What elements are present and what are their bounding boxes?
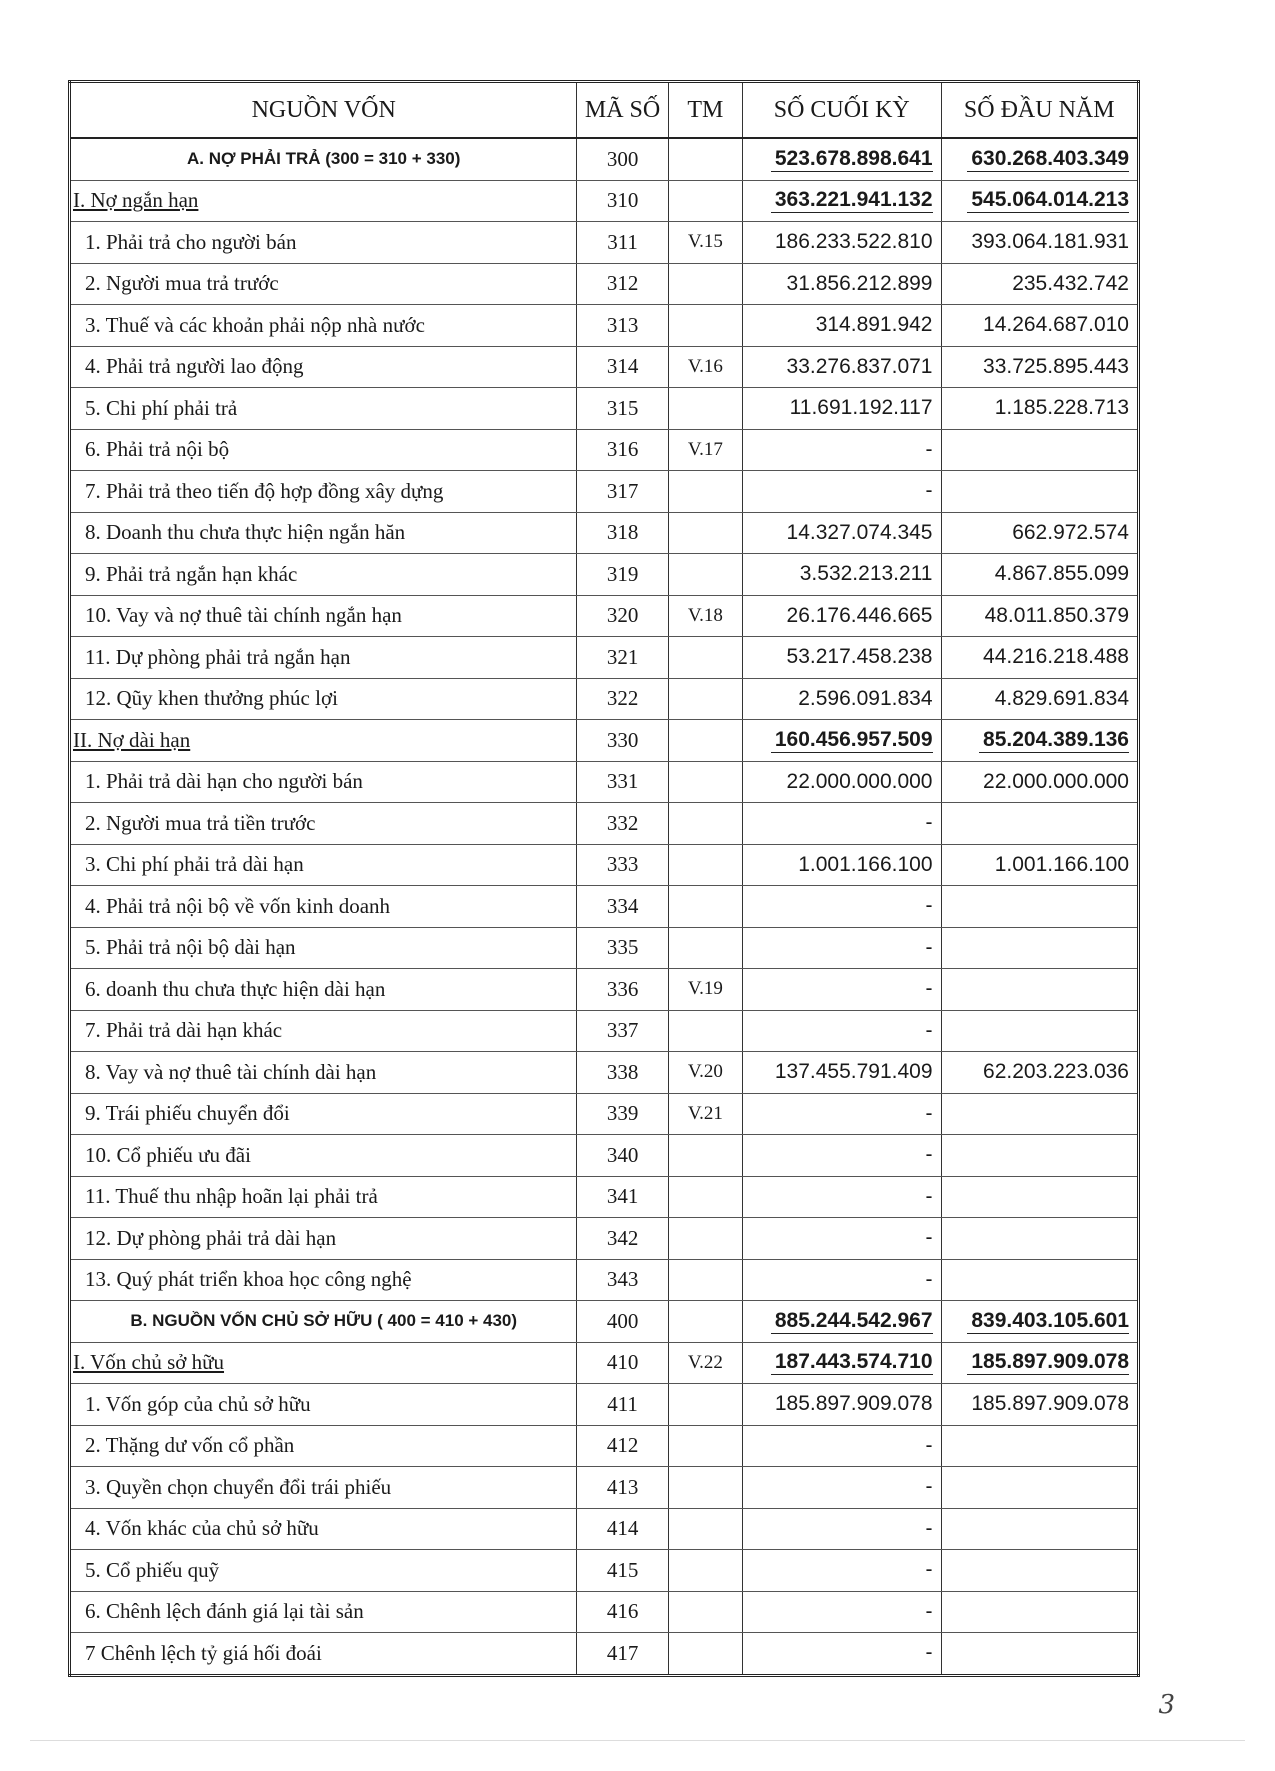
row-name: 5. Chi phí phải trả [70,388,577,430]
row-start-value: 48.011.850.379 [941,595,1139,637]
table-row [70,222,1139,264]
row-note [668,720,742,762]
row-end-value-value: 187.443.574.710 [771,1350,933,1375]
row-start-value [941,720,1139,762]
table-row [70,637,1139,679]
row-name: 1. Phải trả cho người bán [70,222,577,264]
row-start-value: 62.203.223.036 [941,1052,1139,1094]
table-row [70,1093,1139,1135]
row-code: 400 [577,1301,668,1343]
row-code: 341 [577,1176,668,1218]
row-start-value [941,138,1139,180]
table-row [70,969,1139,1011]
row-start-value: 1.185.228.713 [941,388,1139,430]
row-start-value: 1.001.166.100 [941,844,1139,886]
row-start-value [941,1218,1139,1260]
row-end-value [743,180,942,222]
table-row [70,1508,1139,1550]
row-end-value: - [743,1508,942,1550]
table-row [70,1176,1139,1218]
row-code: 417 [577,1633,668,1676]
table-row [70,1384,1139,1426]
row-name: 13. Quý phát triển khoa học công nghệ [70,1259,577,1301]
row-start-value [941,429,1139,471]
row-start-value: 4.829.691.834 [941,678,1139,720]
row-name: 4. Phải trả nội bộ về vốn kinh doanh [70,886,577,928]
table-row [70,346,1139,388]
row-end-value: - [743,1135,942,1177]
row-start-value [941,927,1139,969]
page-bottom-rule [30,1740,1245,1741]
row-note [668,927,742,969]
row-note [668,138,742,180]
row-start-value-value: 85.204.389.136 [979,728,1129,753]
row-note [668,678,742,720]
row-end-value: 53.217.458.238 [743,637,942,679]
row-start-value: 393.064.181.931 [941,222,1139,264]
row-start-value [941,1467,1139,1509]
row-end-value [743,1342,942,1384]
subsection-row [70,180,1139,222]
row-name: 5. Phải trả nội bộ dài hạn [70,927,577,969]
row-name: 1. Vốn góp của chủ sở hữu [70,1384,577,1426]
row-start-value [941,1633,1139,1676]
table-row [70,1591,1139,1633]
row-end-value: 22.000.000.000 [743,761,942,803]
row-note [668,1633,742,1676]
row-end-value: - [743,471,942,513]
row-start-value [941,1135,1139,1177]
header-code: MÃ SỐ [577,82,668,139]
row-code: 331 [577,761,668,803]
row-note [668,471,742,513]
row-start-value [941,1176,1139,1218]
table-row [70,678,1139,720]
table-row [70,512,1139,554]
row-name: 9. Phải trả ngắn hạn khác [70,554,577,596]
table-row [70,1135,1139,1177]
row-code: 311 [577,222,668,264]
row-note [668,1591,742,1633]
row-start-value [941,1342,1139,1384]
header-note: TM [668,82,742,139]
row-note [668,803,742,845]
row-name: A. NỢ PHẢI TRẢ (300 = 310 + 330) [70,138,577,180]
row-start-value: 4.867.855.099 [941,554,1139,596]
row-end-value: - [743,1591,942,1633]
row-note [668,1301,742,1343]
row-end-value [743,720,942,762]
row-code: 321 [577,637,668,679]
table-row [70,1467,1139,1509]
row-code: 312 [577,263,668,305]
row-note [668,305,742,347]
row-note: V.22 [668,1342,742,1384]
row-note: V.15 [668,222,742,264]
row-code: 412 [577,1425,668,1467]
row-note: V.17 [668,429,742,471]
row-start-value: 662.972.574 [941,512,1139,554]
row-note [668,388,742,430]
row-end-value: - [743,1467,942,1509]
row-end-value: - [743,1010,942,1052]
row-name: 3. Quyền chọn chuyển đổi trái phiếu [70,1467,577,1509]
row-start-value [941,1301,1139,1343]
row-code: 332 [577,803,668,845]
row-name: B. NGUỒN VỐN CHỦ SỞ HỮU ( 400 = 410 + 430) [70,1301,577,1343]
row-code: 330 [577,720,668,762]
row-end-value [743,138,942,180]
row-code: 333 [577,844,668,886]
row-code: 315 [577,388,668,430]
row-name: 6. Chênh lệch đánh giá lại tài sản [70,1591,577,1633]
row-start-value [941,1550,1139,1592]
table-row [70,554,1139,596]
row-start-value: 235.432.742 [941,263,1139,305]
table-row [70,263,1139,305]
table-row [70,1425,1139,1467]
row-code: 415 [577,1550,668,1592]
row-name: 11. Dự phòng phải trả ngắn hạn [70,637,577,679]
row-end-value: - [743,1425,942,1467]
row-note: V.19 [668,969,742,1011]
row-name: 11. Thuế thu nhập hoãn lại phải trả [70,1176,577,1218]
row-code: 310 [577,180,668,222]
subsection-row [70,1342,1139,1384]
table-row [70,803,1139,845]
row-name: 5. Cổ phiếu quỹ [70,1550,577,1592]
row-end-value: - [743,1218,942,1260]
row-end-value: 2.596.091.834 [743,678,942,720]
row-note [668,637,742,679]
table-row [70,1633,1139,1676]
row-start-value [941,969,1139,1011]
row-note [668,1425,742,1467]
row-code: 314 [577,346,668,388]
row-start-value-value: 839.403.105.601 [967,1309,1129,1334]
row-name: II. Nợ dài hạn [70,720,577,762]
row-name: I. Nợ ngắn hạn [70,180,577,222]
row-end-value-value: 885.244.542.967 [771,1309,933,1334]
row-code: 334 [577,886,668,928]
row-name: 8. Vay và nợ thuê tài chính dài hạn [70,1052,577,1094]
section-row [70,138,1139,180]
table-row [70,429,1139,471]
row-note [668,512,742,554]
row-name: 7. Phải trả theo tiến độ hợp đồng xây dựng [70,471,577,513]
table-row [70,305,1139,347]
row-name: 2. Thặng dư vốn cổ phần [70,1425,577,1467]
table-row [70,1218,1139,1260]
row-end-value: - [743,1176,942,1218]
row-code: 336 [577,969,668,1011]
row-name: 1. Phải trả dài hạn cho người bán [70,761,577,803]
row-note: V.18 [668,595,742,637]
header-end-of-period: SỐ CUỐI KỲ [743,82,942,139]
page-number: 3 [1158,1690,1175,1720]
row-code: 343 [577,1259,668,1301]
row-note [668,1135,742,1177]
row-end-value: - [743,1550,942,1592]
row-note [668,263,742,305]
row-note [668,1467,742,1509]
row-note [668,886,742,928]
row-end-value: - [743,803,942,845]
row-end-value: 26.176.446.665 [743,595,942,637]
row-end-value: 137.455.791.409 [743,1052,942,1094]
row-note [668,1010,742,1052]
row-note [668,1384,742,1426]
table-row [70,471,1139,513]
table-row [70,1259,1139,1301]
row-code: 337 [577,1010,668,1052]
row-end-value-value: 523.678.898.641 [771,147,933,172]
table-row [70,844,1139,886]
row-start-value: 44.216.218.488 [941,637,1139,679]
row-start-value [941,1508,1139,1550]
row-end-value: - [743,886,942,928]
row-start-value [941,1093,1139,1135]
row-code: 413 [577,1467,668,1509]
row-code: 342 [577,1218,668,1260]
row-code: 335 [577,927,668,969]
row-note [668,844,742,886]
row-end-value: 314.891.942 [743,305,942,347]
row-start-value [941,1259,1139,1301]
row-start-value: 33.725.895.443 [941,346,1139,388]
row-end-value: 3.532.213.211 [743,554,942,596]
header-start-of-year: SỐ ĐẦU NĂM [941,82,1139,139]
row-end-value: - [743,927,942,969]
row-name: 12. Dự phòng phải trả dài hạn [70,1218,577,1260]
row-name: 2. Người mua trả trước [70,263,577,305]
row-name: 6. doanh thu chưa thực hiện dài hạn [70,969,577,1011]
row-start-value [941,886,1139,928]
row-note [668,1176,742,1218]
row-code: 317 [577,471,668,513]
row-name: 8. Doanh thu chưa thực hiện ngắn hăn [70,512,577,554]
row-start-value [941,1010,1139,1052]
row-start-value [941,1591,1139,1633]
row-end-value: - [743,1093,942,1135]
row-note [668,1550,742,1592]
row-end-value: 186.233.522.810 [743,222,942,264]
table-header-row [70,82,1139,139]
row-name: 4. Phải trả người lao động [70,346,577,388]
row-code: 322 [577,678,668,720]
row-note: V.20 [668,1052,742,1094]
row-code: 339 [577,1093,668,1135]
row-start-value-value: 185.897.909.078 [967,1350,1129,1375]
row-end-value-value: 160.456.957.509 [771,728,933,753]
row-code: 410 [577,1342,668,1384]
row-start-value-value: 630.268.403.349 [967,147,1129,172]
row-name: 9. Trái phiếu chuyển đổi [70,1093,577,1135]
row-code: 320 [577,595,668,637]
row-end-value: 1.001.166.100 [743,844,942,886]
row-note [668,180,742,222]
table-row [70,595,1139,637]
row-end-value: 14.327.074.345 [743,512,942,554]
table-row [70,388,1139,430]
row-code: 340 [577,1135,668,1177]
row-end-value: 33.276.837.071 [743,346,942,388]
section-row [70,1301,1139,1343]
row-end-value: - [743,1259,942,1301]
row-name: 6. Phải trả nội bộ [70,429,577,471]
row-end-value: 31.856.212.899 [743,263,942,305]
row-note [668,1508,742,1550]
row-end-value-value: 363.221.941.132 [771,188,933,213]
row-name: I. Vốn chủ sở hữu [70,1342,577,1384]
row-name: 3. Chi phí phải trả dài hạn [70,844,577,886]
row-code: 313 [577,305,668,347]
row-end-value: 11.691.192.117 [743,388,942,430]
row-start-value-value: 545.064.014.213 [967,188,1129,213]
row-name: 12. Qũy khen thưởng phúc lợi [70,678,577,720]
row-start-value: 14.264.687.010 [941,305,1139,347]
row-start-value [941,803,1139,845]
row-name: 7 Chênh lệch tỷ giá hối đoái [70,1633,577,1676]
table-row [70,1052,1139,1094]
table-row [70,927,1139,969]
table-body [70,138,1139,1675]
row-note [668,1259,742,1301]
row-start-value [941,180,1139,222]
row-end-value: 185.897.909.078 [743,1384,942,1426]
row-code: 300 [577,138,668,180]
row-code: 318 [577,512,668,554]
row-start-value: 185.897.909.078 [941,1384,1139,1426]
row-note: V.16 [668,346,742,388]
table-row [70,1550,1139,1592]
row-code: 416 [577,1591,668,1633]
row-name: 3. Thuế và các khoản phải nộp nhà nước [70,305,577,347]
row-name: 10. Cổ phiếu ưu đãi [70,1135,577,1177]
row-code: 319 [577,554,668,596]
subsection-row [70,720,1139,762]
row-end-value [743,1301,942,1343]
row-code: 411 [577,1384,668,1426]
row-end-value: - [743,429,942,471]
row-name: 4. Vốn khác của chủ sở hữu [70,1508,577,1550]
row-start-value [941,1425,1139,1467]
row-name: 7. Phải trả dài hạn khác [70,1010,577,1052]
row-name: 10. Vay và nợ thuê tài chính ngắn hạn [70,595,577,637]
table-row [70,886,1139,928]
balance-sheet-table [68,80,1140,1677]
row-note [668,761,742,803]
row-start-value: 22.000.000.000 [941,761,1139,803]
row-name: 2. Người mua trả tiền trước [70,803,577,845]
row-code: 338 [577,1052,668,1094]
row-note: V.21 [668,1093,742,1135]
table-row [70,1010,1139,1052]
row-end-value: - [743,969,942,1011]
row-end-value: - [743,1633,942,1676]
row-start-value [941,471,1139,513]
header-capital-source: NGUỒN VỐN [70,82,577,139]
row-code: 414 [577,1508,668,1550]
row-note [668,554,742,596]
row-code: 316 [577,429,668,471]
row-note [668,1218,742,1260]
table-row [70,761,1139,803]
